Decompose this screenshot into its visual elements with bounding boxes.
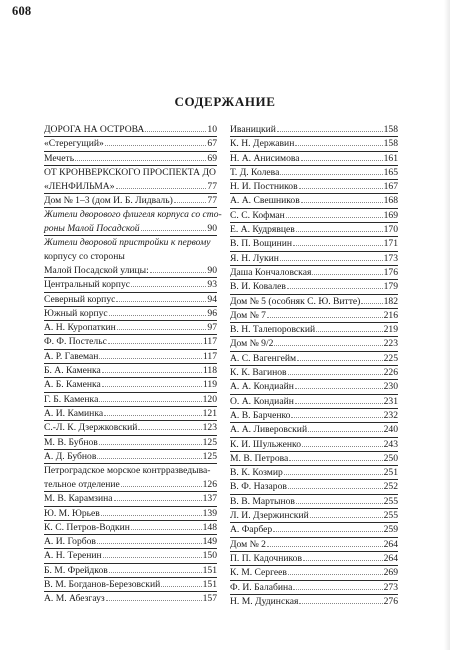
toc-dot-leader <box>150 272 207 273</box>
toc-entry <box>230 223 398 237</box>
toc-entry-title: В. М. Богданов-Березовский <box>44 579 161 590</box>
toc-dot-leader <box>141 230 207 231</box>
toc-entry-title: А. А. Кондиайн <box>230 381 294 393</box>
toc-entry <box>44 335 217 349</box>
toc-entry <box>230 252 398 266</box>
toc-dot-leader <box>99 401 201 402</box>
toc-dot-leader <box>109 572 202 573</box>
toc-entry-page: 93 <box>207 279 217 291</box>
toc-entry-page: 259 <box>383 524 398 536</box>
toc-entry-page: 231 <box>383 395 398 407</box>
toc-entry-title: Г. Б. Каменка <box>44 393 99 405</box>
toc-entry-title: К. К. Вагинов <box>230 367 287 379</box>
toc-entry-page: 170 <box>383 224 398 236</box>
toc-entry-title: В. Ф. Назаров <box>230 481 287 493</box>
toc-entry-page: 251 <box>383 467 398 479</box>
toc-entry-page: 139 <box>202 507 217 519</box>
toc-dot-leader <box>310 517 383 518</box>
toc-entry-title: А. В. Барченко <box>230 409 291 421</box>
page-number: 608 <box>12 4 32 18</box>
toc-entry-page: 240 <box>383 424 398 436</box>
toc-entry <box>44 378 217 392</box>
toc-entry <box>44 208 222 236</box>
toc-entry <box>44 578 217 592</box>
toc-entry <box>44 236 217 278</box>
toc-entry <box>44 464 217 492</box>
toc-entry-page: 273 <box>383 581 398 593</box>
toc-dot-leader <box>97 543 202 544</box>
toc-dot-leader <box>277 131 383 132</box>
toc-entry-page: 225 <box>383 352 398 364</box>
toc-entry-title: Центральный корпус <box>44 279 131 291</box>
toc-entry-title: Н. И. Постников <box>230 181 298 193</box>
toc-entry <box>44 521 217 535</box>
toc-entry-title: М. В. Бубнов <box>44 436 98 448</box>
toc-dot-leader <box>284 474 383 475</box>
toc-entry <box>230 152 398 166</box>
toc-entry-title: Дом № 7 <box>230 309 266 321</box>
toc-entry <box>44 321 217 335</box>
toc-entry-page: 117 <box>202 336 217 348</box>
toc-entry-title: Ф. Ф. Постельс <box>44 336 107 348</box>
toc-dot-leader <box>303 560 383 561</box>
toc-entry-page: 149 <box>202 536 217 548</box>
toc-entry <box>230 581 398 595</box>
toc-entry-page: 150 <box>202 550 217 562</box>
toc-dot-leader <box>267 546 383 547</box>
toc-entry <box>230 566 398 580</box>
toc-entry-title: Дом № 5 (особняк С. Ю. Витте) <box>230 295 361 307</box>
toc-entry <box>230 480 398 494</box>
toc-entry-title: тельное отделение <box>44 478 120 490</box>
toc-entry <box>230 495 398 509</box>
toc-entry <box>230 266 398 280</box>
toc-dot-leader <box>295 145 382 146</box>
toc-entry <box>44 364 217 378</box>
toc-entry-title: П. П. Кадочников <box>230 552 303 564</box>
toc-entry-title: В. К. Козмир <box>230 467 283 479</box>
toc-entry-page: 158 <box>383 138 398 150</box>
toc-entry-page: 219 <box>383 324 398 336</box>
toc-dot-leader <box>296 231 383 232</box>
toc-entry <box>44 492 217 506</box>
toc-entry-page: 119 <box>202 379 217 391</box>
toc-dot-leader <box>274 345 382 346</box>
toc-entry <box>230 552 398 566</box>
toc-entry-page: 151 <box>202 564 217 576</box>
toc-entry-page: 77 <box>207 194 217 206</box>
toc-entry <box>230 395 398 409</box>
toc-dot-leader <box>116 301 206 302</box>
toc-entry-title: Северный корпус <box>44 293 116 305</box>
toc-dot-leader <box>296 503 383 504</box>
toc-dot-leader <box>161 586 201 587</box>
toc-entry-title: «ЛЕНФИЛЬМА» <box>44 180 115 192</box>
toc-entry-title: В. П. Вощинин <box>230 238 293 250</box>
toc-entry <box>44 123 217 137</box>
toc-entry <box>230 337 398 351</box>
toc-entry <box>44 307 217 321</box>
toc-dot-leader <box>114 500 202 501</box>
toc-entry <box>230 280 398 294</box>
toc-right-column <box>230 123 398 609</box>
toc-entry <box>230 595 398 609</box>
toc-entry-title: К. И. Шульженко <box>230 438 302 450</box>
toc-dot-leader <box>117 329 207 330</box>
toc-dot-leader <box>308 431 383 432</box>
toc-entry-title: Мечеть <box>44 152 75 164</box>
toc-entry <box>44 507 217 521</box>
toc-entry <box>44 278 217 292</box>
toc-entry-page: 125 <box>202 450 217 462</box>
toc-entry-page: 169 <box>383 209 398 221</box>
toc-entry-page: 255 <box>383 495 398 507</box>
toc-entry-page: 255 <box>383 510 398 522</box>
toc-entry-title: М. В. Карамзина <box>44 493 113 505</box>
toc-entry-page: 97 <box>207 322 217 334</box>
toc-dot-leader <box>109 315 207 316</box>
toc-entry-page: 117 <box>202 350 217 362</box>
toc-entry <box>230 323 398 337</box>
toc-entry <box>44 166 217 194</box>
toc-entry-page: 151 <box>202 579 217 590</box>
toc-entry <box>44 450 217 464</box>
toc-dot-leader <box>289 460 382 461</box>
toc-entry-page: 182 <box>383 295 398 307</box>
toc-dot-leader <box>131 529 202 530</box>
toc-dot-leader <box>102 386 202 387</box>
toc-entry-title-line: Жители дворовой пристройки к первому <box>44 237 211 249</box>
toc-entry-title: Даша Кончаловская <box>230 266 312 278</box>
toc-entry-title: В. И. Ковалев <box>230 281 286 293</box>
toc-entry-title: А. Н. Куропаткин <box>44 322 116 334</box>
toc-entry <box>230 352 398 366</box>
toc-dot-leader <box>145 131 206 132</box>
toc-entry <box>230 423 398 437</box>
toc-entry-page: 173 <box>383 252 398 264</box>
toc-entry-title: Дом № 9/2 <box>230 338 274 350</box>
toc-entry-title: А. М. Абезгауз <box>44 593 105 605</box>
toc-entry-page: 264 <box>383 552 398 564</box>
toc-dot-leader <box>295 388 383 389</box>
toc-entry-page: 67 <box>207 138 217 150</box>
toc-entry-title: Дом № 1–3 (дом И. Б. Лидваль) <box>44 194 173 206</box>
toc-left-column <box>44 123 222 606</box>
toc-entry-page: 126 <box>202 478 217 490</box>
toc-entry-page: 171 <box>383 238 398 250</box>
toc-dot-leader <box>121 486 202 487</box>
toc-entry-title: Южный корпус <box>44 307 108 319</box>
toc-entry-title: А. Н. Теренин <box>44 550 102 562</box>
toc-entry-page: 90 <box>207 223 217 235</box>
toc-entry-title: «Стерегущий» <box>44 138 104 150</box>
toc-entry <box>230 452 398 466</box>
toc-dot-leader <box>99 444 202 445</box>
toc-dot-leader <box>75 160 206 161</box>
toc-entry-page: 223 <box>383 338 398 350</box>
toc-entry-title: К. М. Сергеев <box>230 567 287 579</box>
toc-entry-page: 125 <box>202 436 217 448</box>
toc-entry <box>44 592 217 606</box>
toc-dot-leader <box>102 372 202 373</box>
toc-entry-title: Я. Н. Лукин <box>230 252 279 264</box>
toc-entry <box>230 509 398 523</box>
toc-entry-title: Дом № 2 <box>230 538 266 550</box>
toc-entry-page: 269 <box>383 567 398 579</box>
toc-entry-title-line: Петроградское морское контрразведыва- <box>44 465 211 477</box>
toc-entry <box>230 166 398 180</box>
toc-entry <box>230 380 398 394</box>
toc-entry-title: Л. И. Дзержинский <box>230 510 309 522</box>
toc-entry-page: 148 <box>202 521 217 533</box>
toc-dot-leader <box>106 600 202 601</box>
toc-dot-leader <box>295 403 383 404</box>
toc-dot-leader <box>138 429 201 430</box>
toc-entry <box>230 409 398 423</box>
toc-entry-title-line: ОТ КРОНВЕРКСКОГО ПРОСПЕКТА ДО <box>44 166 216 178</box>
toc-entry-title: А. И. Горбов <box>44 536 96 548</box>
toc-entry <box>230 123 398 137</box>
toc-entry-page: 216 <box>383 309 398 321</box>
toc-dot-leader <box>108 343 202 344</box>
toc-dot-leader <box>267 317 383 318</box>
toc-entry-title-line: корпусу со стороны <box>44 251 125 263</box>
toc-entry <box>44 407 217 421</box>
toc-dot-leader <box>297 360 383 361</box>
toc-entry-page: 161 <box>383 152 398 164</box>
toc-entry-title: К. Н. Державин <box>230 138 295 150</box>
toc-entry-page: 137 <box>202 493 217 505</box>
toc-entry-title: Б. А. Каменка <box>44 365 101 377</box>
toc-entry-title: К. С. Петров-Водкин <box>44 521 130 533</box>
toc-entry-title: А. С. Вагенгейм <box>230 352 297 364</box>
toc-entry-page: 243 <box>383 438 398 450</box>
toc-entry-title: А. И. Каминка <box>44 407 104 419</box>
toc-dot-leader <box>103 557 202 558</box>
toc-entry-title-line: Жители дворового флигеля корпуса со сто- <box>44 209 222 221</box>
toc-entry-page: 168 <box>383 195 398 207</box>
toc-entry-title: М. В. Петрова <box>230 452 289 464</box>
toc-entry-page: 179 <box>383 281 398 293</box>
toc-entry <box>230 538 398 552</box>
toc-entry <box>230 295 398 309</box>
toc-entry-title: А. Р. Гавеман <box>44 350 99 362</box>
toc-dot-leader <box>291 417 382 418</box>
toc-dot-leader <box>302 446 383 447</box>
toc-entry-page: 96 <box>207 307 217 319</box>
toc-entry-title: В. В. Мартынов <box>230 495 295 507</box>
toc-entry-title: Н. М. Дудинская <box>230 595 299 607</box>
toc-dot-leader <box>97 458 201 459</box>
toc-entry <box>230 466 398 480</box>
toc-entry-page: 121 <box>202 407 217 419</box>
toc-entry <box>230 180 398 194</box>
toc-entry-title: С.-Л. К. Дзержковский <box>44 422 138 434</box>
toc-entry-page: 118 <box>202 365 217 377</box>
toc-entry-page: 232 <box>383 409 398 421</box>
toc-dot-leader <box>293 245 383 246</box>
toc-dot-leader <box>287 288 383 289</box>
toc-dot-leader <box>299 603 382 604</box>
toc-entry-page: 176 <box>383 266 398 278</box>
toc-entry <box>230 523 398 537</box>
toc-entry-title: А. Д. Бубнов <box>44 450 97 462</box>
toc-dot-leader <box>104 415 202 416</box>
toc-dot-leader <box>280 174 382 175</box>
toc-entry <box>44 436 217 450</box>
toc-entry <box>230 194 398 208</box>
toc-dot-leader <box>316 331 382 332</box>
toc-entry-title: Ю. М. Юрьев <box>44 507 100 519</box>
toc-entry-page: 230 <box>383 381 398 393</box>
toc-entry-page: 94 <box>207 293 217 305</box>
toc-entry <box>44 549 217 563</box>
toc-dot-leader <box>280 260 383 261</box>
toc-dot-leader <box>101 515 202 516</box>
toc-entry-title: А. А. Ливеровский <box>230 424 308 436</box>
toc-entry <box>44 152 217 166</box>
toc-entry-page: 165 <box>383 166 398 178</box>
toc-entry-title: Е. А. Кудрявцев <box>230 224 295 236</box>
toc-entry <box>44 293 217 307</box>
toc-entry-page: 77 <box>207 180 217 192</box>
toc-entry-title: ДОРОГА НА ОСТРОВА <box>44 124 145 135</box>
toc-entry-title: Иваницкий <box>230 124 276 135</box>
toc-entry-title: Ф. И. Балабина <box>230 581 293 593</box>
toc-entry <box>230 209 398 223</box>
toc-entry-page: 276 <box>383 595 398 607</box>
toc-dot-leader <box>99 358 202 359</box>
toc-dot-leader <box>288 574 383 575</box>
toc-entry <box>44 137 217 151</box>
toc-entry-page: 69 <box>207 152 217 164</box>
toc-entry-page: 252 <box>383 481 398 493</box>
toc-dot-leader <box>361 303 382 304</box>
toc-entry-page: 123 <box>202 422 217 434</box>
toc-entry-title: С. С. Кофман <box>230 209 285 221</box>
toc-entry-page: 120 <box>202 393 217 405</box>
toc-dot-leader <box>301 202 383 203</box>
toc-entry <box>44 564 217 578</box>
toc-entry-page: 10 <box>207 124 217 135</box>
toc-entry-title: Н. А. Анисимова <box>230 152 300 164</box>
toc-entry <box>230 309 398 323</box>
toc-dot-leader <box>299 188 383 189</box>
toc-entry-title: Т. Д. Колева <box>230 166 280 178</box>
toc-entry <box>44 393 217 407</box>
toc-dot-leader <box>116 188 207 189</box>
toc-entry <box>230 366 398 380</box>
toc-entry-page: 167 <box>383 181 398 193</box>
toc-entry-title: А. А. Свешников <box>230 195 300 207</box>
toc-entry-title: роны Малой Посадской <box>44 223 140 235</box>
toc-dot-leader <box>312 274 382 275</box>
toc-entry-page: 226 <box>383 367 398 379</box>
toc-entry <box>230 237 398 251</box>
toc-entry-title: В. Н. Талепоровский <box>230 324 316 336</box>
toc-entry-title: Малой Посадской улицы: <box>44 264 149 276</box>
toc-dot-leader <box>286 217 383 218</box>
toc-title: СОДЕРЖАНИЕ <box>174 94 276 109</box>
toc-dot-leader <box>288 374 383 375</box>
toc-entry-title: О. А. Кондиайн <box>230 395 294 407</box>
toc-dot-leader <box>131 286 206 287</box>
toc-dot-leader <box>174 202 207 203</box>
toc-entry <box>44 350 217 364</box>
toc-entry-page: 264 <box>383 538 398 550</box>
toc-entry-title: Б. М. Фрейдков <box>44 564 108 576</box>
toc-dot-leader <box>301 160 383 161</box>
toc-dot-leader <box>105 145 207 146</box>
toc-entry <box>230 438 398 452</box>
toc-entry-page: 158 <box>383 124 398 135</box>
toc-entry <box>44 535 217 549</box>
toc-entry-page: 90 <box>207 264 217 276</box>
toc-entry-title: А. Фарбер <box>230 524 273 536</box>
toc-entry-title: А. Б. Каменка <box>44 379 101 391</box>
toc-entry-page: 157 <box>202 593 217 605</box>
toc-entry-page: 250 <box>383 452 398 464</box>
toc-entry <box>44 194 217 208</box>
toc-dot-leader <box>293 589 382 590</box>
toc-dot-leader <box>288 488 383 489</box>
toc-entry <box>230 137 398 151</box>
toc-entry <box>44 421 217 435</box>
toc-dot-leader <box>273 531 382 532</box>
